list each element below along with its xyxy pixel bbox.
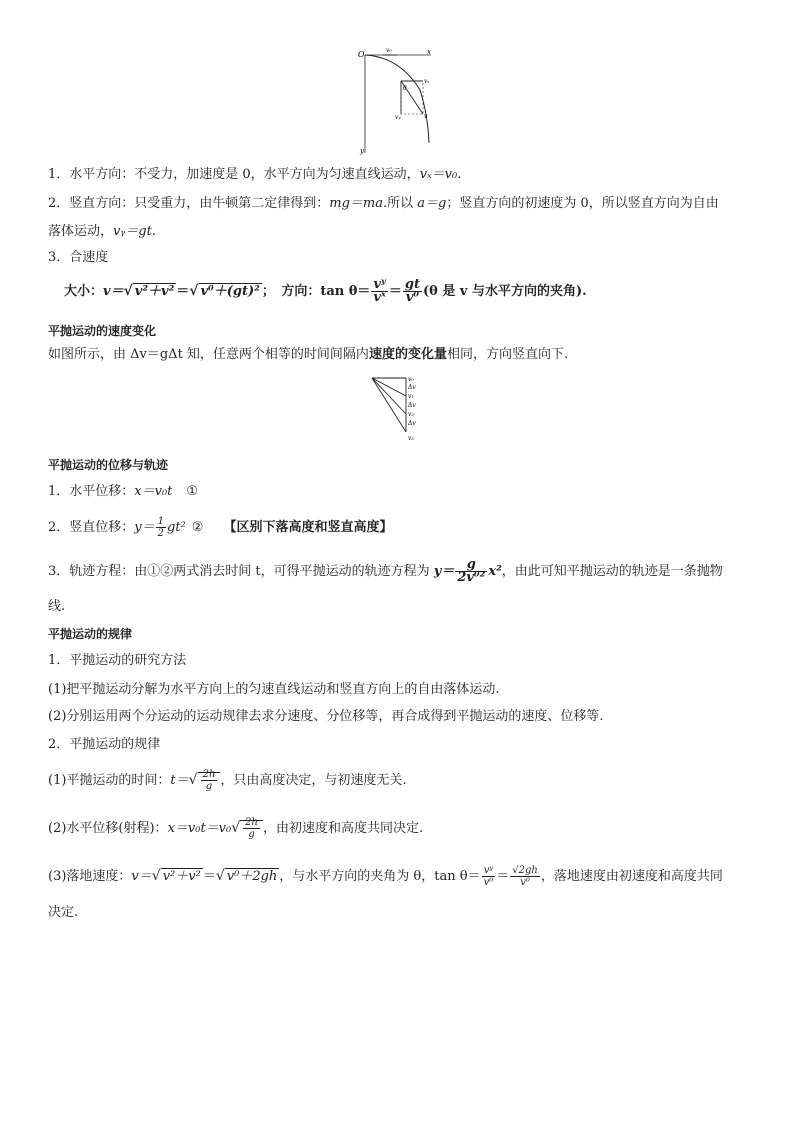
time-den: g [205,781,213,792]
line9-eq-post: x² [488,564,502,579]
traj-den: 2v⁰² [457,570,486,585]
line7-mark: ① [186,484,199,499]
fig2-label-4: v₂ [408,411,414,418]
fig2-label-5: Δv [408,420,416,427]
line8-note: 【区别下落高度和竖直高度】 [223,520,393,535]
sqrt-sign: √ [123,283,133,299]
line17-mid: ，与水平方向的夹角为 θ，tan θ＝ [279,869,481,884]
tan-frac-1 [371,279,387,304]
trajectory-diagram [355,45,445,157]
sqrt-sign-time: √ [188,772,198,788]
line8-eq-post: gt² [167,520,186,535]
frac1-num: vʸ [371,279,387,292]
sqrt-4: v⁰＋2gh [226,869,278,884]
theta-note: (θ 是 v 与水平方向的夹角). [422,284,587,299]
line7-text: 1．水平位移： [48,484,135,499]
line17-eq1: v＝ [131,869,152,884]
line2-rest: ；竖直方向的初速度为 0，所以竖直方向为自由 [446,196,719,211]
line3-eq: vᵧ＝gt. [113,224,156,239]
line8-mark: ② [191,520,204,535]
fig2-label-2: v₁ [408,393,414,400]
sqrt-sign-range: √ [231,820,241,836]
line16-rest: ，由初速度和高度共同决定. [262,821,424,836]
frac2-den: v⁰ [405,290,420,305]
x-axis-label: x [427,48,431,56]
direction-label: ； 方向：tan θ＝ [261,284,371,299]
velocity-change-line [48,346,568,364]
line2-eq: mg＝ma [329,196,384,211]
range-den: g [248,829,255,840]
time-num: 2h [202,769,216,780]
resultant-velocity-formula [64,276,587,307]
range-formula-line [48,810,423,847]
sqrt-1: v²＋v² [134,284,175,299]
y-axis-label: y [360,147,364,155]
fig2-label-6: v₃ [408,435,414,442]
line17-rest: ，落地速度由初速度和高度共同 [540,869,723,884]
method-2-line: (2)分别运用两个分运动的运动规律去求分速度、分位移等，再合成得到平抛运动的速度、位移等. [48,709,604,724]
lf2-num: √2gh [512,865,538,876]
landing-velocity-line [48,858,723,895]
sqrt-time [198,769,221,792]
line15-eq: t＝ [170,773,189,788]
method-1-line: (1)把平抛运动分解为水平方向上的匀速直线运动和竖直方向上的自由落体运动. [48,682,500,697]
free-fall-line [48,223,156,241]
sqrt-sign-2: √ [189,283,199,299]
lf2-den: v⁰ [520,877,530,888]
decision-end-line: 决定. [48,905,79,920]
half-den: 2 [157,528,165,539]
sqrt-sign-3: √ [151,868,161,884]
sqrt-range [240,817,263,840]
section-heading-velocity-change: 平抛运动的速度变化 [48,324,157,338]
vx-label: vₓ [424,78,430,85]
section-heading-rules: 平抛运动的规律 [48,627,133,641]
v-eq: v＝ [103,284,124,299]
eq-2: ＝ [176,284,190,299]
landing-frac-1 [482,865,496,888]
vertical-displacement-line [48,514,392,542]
line9-text: 3．轨迹方程：由①②两式消去时间 t，可得平抛运动的轨迹方程为 [48,564,434,579]
half-num: 1 [157,516,165,527]
line16-eq: x＝v₀t＝v₀ [167,821,232,836]
eq-3: ＝ [388,284,402,299]
vertical-direction-line [48,195,719,213]
line3-text: 落体运动， [48,224,114,239]
fig2-label-1: Δv [408,384,416,391]
line6-post: 相同，方向竖直向下. [446,347,569,362]
v0-label: v₀ [386,47,392,54]
landing-frac-2 [510,865,540,888]
lf1-num: vʸ [482,865,496,877]
resultant-velocity-heading: 3．合速度 [48,250,109,265]
line2-mid: .所以 [383,196,418,211]
line16-text: (2)水平位移(射程)： [48,821,168,836]
line1-text: 1．水平方向：不受力，加速度是 0，水平方向为匀速直线运动， [48,167,420,182]
section-heading-displacement: 平抛运动的位移与轨迹 [48,458,169,472]
line9-rest: ，由此可知平抛运动的轨迹是一条抛物 [501,564,723,579]
line8-text: 2．竖直位移： [48,520,135,535]
time-formula-line [48,762,407,799]
research-method-heading: 1．平抛运动的研究方法 [48,653,187,668]
v-label: v [424,113,428,120]
line8-eq-pre: y＝ [134,520,155,535]
line7-eq: x＝v₀t [134,484,173,499]
v2-vec [372,378,406,414]
line17-eq2: ＝ [202,869,216,884]
vy-label: vᵧ [395,114,401,121]
line2-eq2: a＝g [417,196,447,211]
traj-num: g [455,559,487,572]
v3-vec [372,378,406,432]
lf1-den: v⁰ [483,877,494,888]
sqrt-3: v²＋v² [162,869,201,884]
range-num: 2h [245,817,258,828]
size-label: 大小： [64,284,104,299]
sqrt-sign-4: √ [215,868,225,884]
horizontal-direction-line [48,166,461,184]
tan-frac-2 [403,279,422,304]
half-frac [156,516,166,539]
rules-heading: 2．平抛运动的规律 [48,737,161,752]
fig2-label-3: Δv [408,402,416,409]
trajectory-equation-line [48,558,723,586]
line6-pre: 如图所示，由 Δv＝gΔt 知，任意两个相等的时间间隔内 [48,347,369,362]
origin-label: O [358,50,365,59]
horizontal-displacement-line [48,483,198,501]
v1-vec [372,378,406,396]
trajectory-frac [455,559,487,584]
line2-text: 2．竖直方向：只受重力，由牛顿第二定律得到： [48,196,330,211]
line6-bold: 速度的变化量 [368,347,447,362]
line17-text: (3)落地速度： [48,869,132,884]
frac2-num: gt [404,277,420,292]
time-frac [201,769,218,792]
parabola-end-line: 线. [48,599,66,614]
trajectory-curve [365,55,429,143]
line15-text: (1)平抛运动的时间： [48,773,171,788]
range-frac [243,817,260,840]
fig2-label-0: v₀ [408,376,414,383]
line9-eq-pre: y＝ [433,564,455,579]
line1-eq: vₓ＝v₀. [419,167,462,182]
velocity-change-diagram [368,372,428,444]
frac1-den: vˣ [373,290,386,305]
line17-eq3: ＝ [496,869,510,884]
sqrt-2: v⁰＋(gt)² [200,284,260,299]
line15-rest: ，只由高度决定，与初速度无关. [220,773,407,788]
theta-label: θ [403,85,407,92]
